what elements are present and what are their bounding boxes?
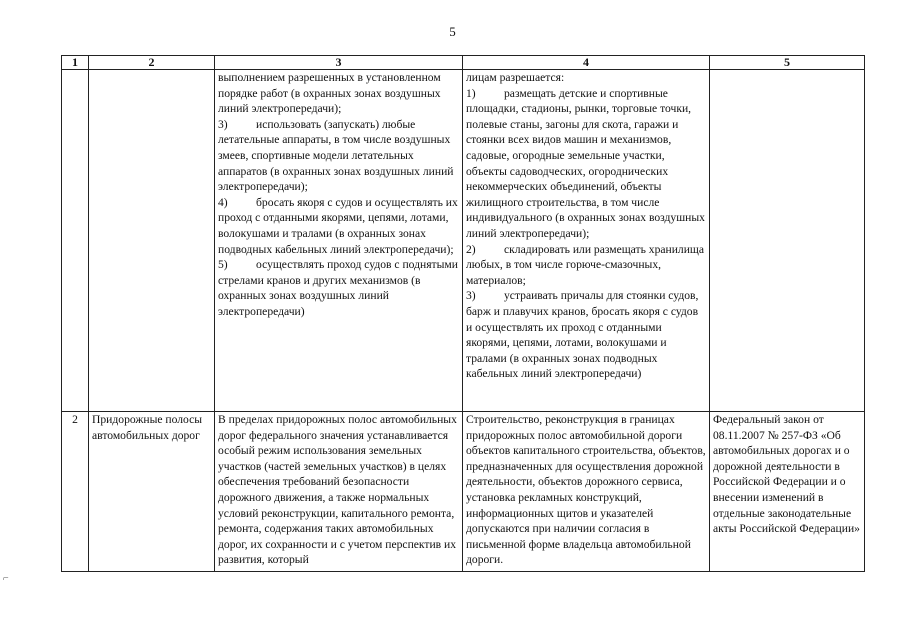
header-col-5: 5 xyxy=(710,56,865,70)
row1-col4 xyxy=(463,70,710,412)
row2-legal-basis: Федеральный закон от 08.11.2007 № 257-ФЗ «Об автомобильных дорогах и о дорожной деятельности в Российской Федерации и о внесении изменений в отдельные законодательные акты Российской Федерации» xyxy=(710,412,865,572)
row2-number: 2 xyxy=(62,412,89,572)
row1-col1 xyxy=(62,70,89,412)
row2-regime: В пределах придорожных полос автомобильных дорог федерального значения устанавливается особый режим использования земельных участков (частей земельных участков) в целях обеспечения требований безопасности дорожного движения, а также нормальных условий реконструкции, капитального ремонта, ремонта, содержания таких автомобильных дорог, их сохранности и с учетом перспектив их развития, который xyxy=(215,412,463,572)
header-col-4: 4 xyxy=(463,56,710,70)
header-col-1: 1 xyxy=(62,56,89,70)
table-row xyxy=(62,412,865,572)
table-row xyxy=(62,70,865,412)
list-item: 5) осуществлять проход судов с поднятыми стрелами кранов и других механизмов (в охранных зонах воздушных линий электропередачи) xyxy=(218,258,458,318)
regulation-table xyxy=(61,55,865,572)
list-item: 4) бросать якоря с судов и осуществлять их проход с отданными якорями, цепями, лотами, волокушами и тралами (в охранных зонах подводных кабельных линий электропередачи); xyxy=(218,195,458,256)
list-item: 1) размещать детские и спортивные площадки, стадионы, рынки, торговые точки, полевые станы, загоны для скота, гаражи и стоянки всех видов машин и механизмов, садовые, огородные земельные участки, объекты садоводческих, огороднических некоммерческих объединений, объекты жилищного строительства, в том числе индивидуального (в охранных зонах воздушных линий электропередачи); xyxy=(466,86,705,240)
row1-col5 xyxy=(710,70,865,412)
row1-col3-intro: выполнением разрешенных в установленном порядке работ (в охранных зонах воздушных линий электропередачи); xyxy=(218,71,441,116)
margin-mark: ⌐ xyxy=(3,573,9,584)
row2-restrictions: Строительство, реконструкция в границах придорожных полос автомобильной дороги объектов капитального строительства, объектов, предназначенных для осуществления дорожной деятельности, объектов дорожного сервиса, установка рекламных конструкций, информационных щитов и указателей допускаются при наличии согласия в письменной форме владельца автомобильной дороги. xyxy=(463,412,710,572)
header-col-3: 3 xyxy=(215,56,463,70)
list-item: 3) использовать (запускать) любые летательные аппараты, в том числе воздушных змеев, спортивные модели летательных аппаратов (в охранных зонах воздушных линий электропередачи); xyxy=(218,117,454,194)
header-col-2: 2 xyxy=(89,56,215,70)
list-item: 2) складировать или размещать хранилища любых, в том числе горюче-смазочных, материалов; xyxy=(466,242,704,287)
header-row xyxy=(62,56,865,70)
row1-col2 xyxy=(89,70,215,412)
row1-col4-intro: лицам разрешается: xyxy=(466,71,565,84)
row1-col3 xyxy=(215,70,463,412)
row2-zone-name: Придорожные полосы автомобильных дорог xyxy=(89,412,215,572)
page-number: 5 xyxy=(449,24,456,39)
list-item: 3) устраивать причалы для стоянки судов, барж и плавучих кранов, бросать якоря с судов и осуществлять их проход с отданными якорями, цепями, лотами, волокушами и тралами (в охранных зонах подводных кабельных линий электропередачи) xyxy=(466,289,699,381)
